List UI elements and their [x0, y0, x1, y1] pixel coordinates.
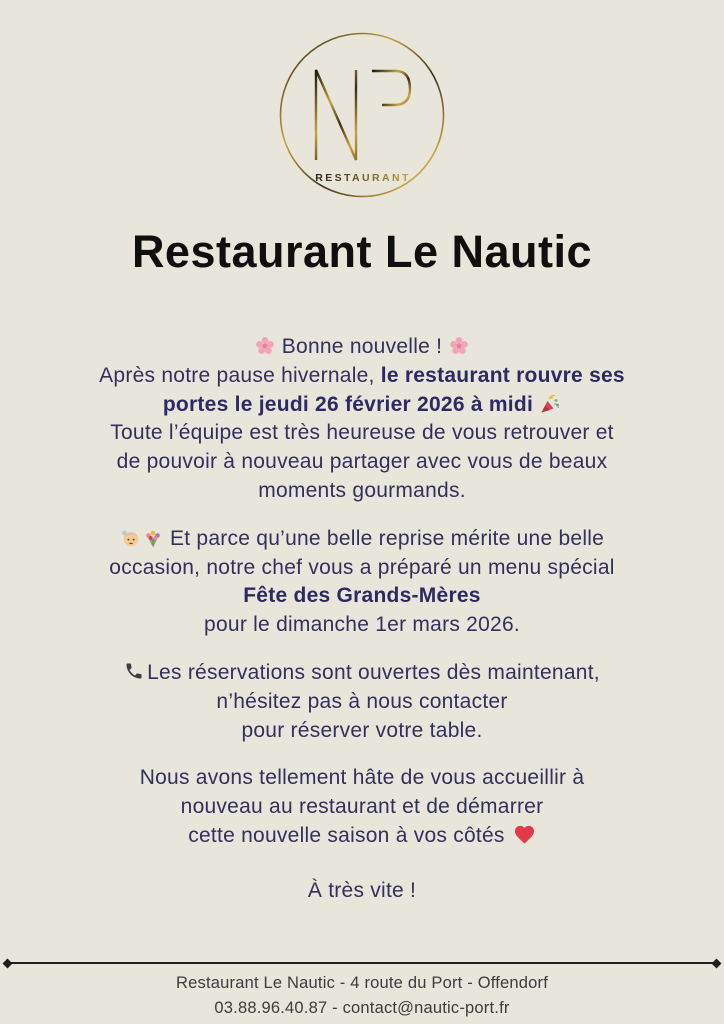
bouquet-icon — [142, 527, 164, 549]
announcement-line: pour le dimanche 1er mars 2026. — [204, 613, 520, 637]
footer — [0, 962, 724, 1021]
phone-icon — [124, 661, 144, 681]
announcement-line: de pouvoir à nouveau partager avec vous de beaux — [116, 450, 608, 474]
announcement-line — [0, 525, 724, 554]
line-text: Et parce qu’une belle reprise mérite une belle — [170, 526, 605, 550]
announcement-line-bold: Fête des Grands-Mères — [243, 584, 481, 608]
announcement-line: moments gourmands. — [258, 478, 466, 502]
footer-contact: 03.88.96.40.87 - contact@nautic-port.fr — [214, 999, 510, 1017]
announcement-line: n’hésitez pas à nous contacter — [216, 689, 508, 713]
announcement-line: pour réserver votre table. — [241, 718, 483, 742]
np-logo-icon — [278, 31, 446, 199]
announcement-line: nouveau au restaurant et de démarrer — [180, 795, 544, 819]
logo — [0, 0, 724, 199]
blossom-icon — [254, 335, 276, 357]
announcement-line — [0, 659, 724, 688]
footer-address: Restaurant Le Nautic - 4 route du Port - Offendorf — [176, 974, 548, 992]
announcement-line — [0, 362, 724, 391]
heart-icon — [513, 823, 536, 846]
line-text: Bonne nouvelle ! — [281, 335, 443, 358]
grandma-icon — [120, 527, 142, 549]
closing-line: À très vite ! — [307, 878, 417, 902]
announcement-line: occasion, notre chef vous a préparé un menu spécial — [109, 555, 615, 579]
divider-diamond-left — [3, 958, 13, 968]
line-text-bold: portes le jeudi 26 février 2026 à midi — [162, 392, 534, 416]
announcement-line — [0, 822, 724, 851]
announcement-line — [0, 333, 724, 362]
announcement-line: Toute l’équipe est très heureuse de vous retrouver et — [110, 421, 614, 445]
announcement-body — [0, 333, 724, 906]
announcement-line — [0, 391, 724, 420]
logo-monogram — [302, 65, 410, 165]
page-title: Restaurant Le Nautic — [131, 226, 593, 277]
logo-label: RESTAURANT — [315, 172, 411, 184]
divider-diamond-right — [712, 958, 722, 968]
party-popper-icon — [539, 393, 561, 415]
line-text: Après notre pause hivernale, — [99, 363, 375, 387]
blossom-icon — [448, 335, 470, 357]
footer-divider — [5, 962, 719, 964]
line-text-bold: le restaurant rouvre ses — [380, 363, 625, 387]
line-text: Les réservations sont ouvertes dès maintenant, — [147, 660, 600, 684]
announcement-line: Nous avons tellement hâte de vous accueillir à — [139, 766, 585, 790]
line-text: cette nouvelle saison à vos côtés — [188, 823, 505, 847]
